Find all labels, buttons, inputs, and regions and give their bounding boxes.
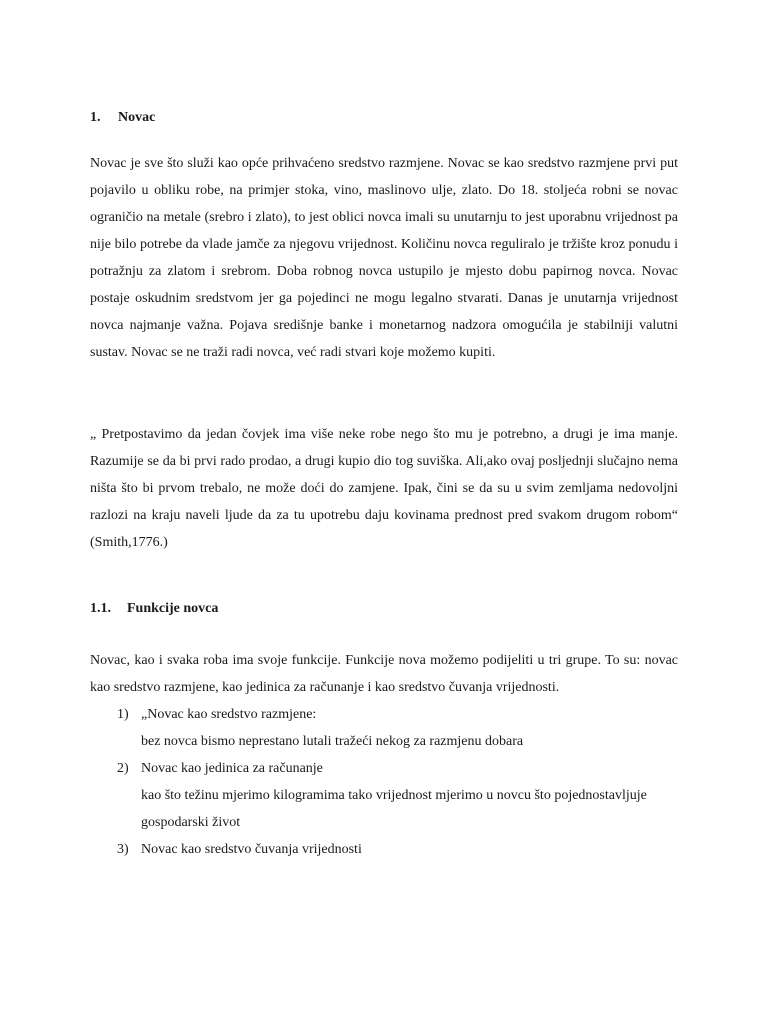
list-item [90, 701, 678, 755]
list-item-description: bez novca bismo neprestano lutali tražeći nekog za razmjenu dobara [141, 734, 524, 749]
section-number: 1. [90, 110, 101, 125]
section-heading-funkcije-novca [90, 601, 218, 617]
paragraph-funkcije: Novac, kao i svaka roba ima svoje funkcije. Funkcije nova možemo podijeliti u tri grupe. To su: novac kao sredstvo razmjene, kao jedinica za računanje i kao sredstvo čuvanja vrijednosti. [90, 653, 678, 695]
section-title: Funkcije novca [127, 601, 219, 616]
paragraph-novac-definition: Novac je sve što služi kao opće prihvaćeno sredstvo razmjene. Novac se kao sredstvo razmjene prvi put pojavilo u obliku robe, na primjer stoka, vino, maslinovo ulje, zlato. Do 18. stoljeća robni se novac ograničio na metale (srebro i zlato), to jest oblici novca imali su unutarnju to jest uporabnu vrijednost pa nije bilo potrebe da vlade jamče za njegovu vrijednost. Količinu novca reguliralo je tržište kroz ponudu i potražnju za zlatom i srebrom. Doba robnog novca ustupilo je mjesto dobu papirnog novca. Novac postaje oskudnim sredstvom jer ga pojedinci ne mogu legalno stvarati. Danas je unutarnja vrijednost novca najmanje važna. Pojava središnje banke i monetarnog nadzora omogućila je stabilniji valutni sustav. Novac se ne traži radi novca, već radi stvari koje možemo kupiti. [90, 156, 678, 360]
quote-smith: „ Pretpostavimo da jedan čovjek ima više neke robe nego što mu je potrebno, a drugi je ima manje. Razumije se da bi prvi rado prodao, a drugi kupio dio tog suviška. Ali,ako ovaj posljednji slučajno nema ništa što bi prvom trebalo, ne može doći do zamjene. Ipak, čini se da su u svim zemljama nedovoljni razlozi na kraju naveli ljude da za tu upotrebu daju kovinama prednost pred svakom drugom robom“ (Smith,1776.) [90, 427, 678, 550]
list-item [90, 836, 678, 863]
functions-list [90, 701, 678, 863]
list-item-description: kao što težinu mjerimo kilogramima tako vrijednost mjerimo u novcu što pojednostavljuje gospodarski život [141, 788, 647, 830]
list-marker: 2) [117, 761, 129, 776]
section-heading-novac [90, 110, 155, 126]
list-item-title: Novac kao jedinica za računanje [141, 761, 323, 776]
section-number: 1.1. [90, 601, 111, 616]
list-item [90, 755, 678, 836]
list-marker: 3) [117, 842, 129, 857]
list-item-title: Novac kao sredstvo čuvanja vrijednosti [141, 842, 362, 857]
list-item-title: „Novac kao sredstvo razmjene: [141, 707, 317, 722]
list-marker: 1) [117, 707, 129, 722]
section-title: Novac [118, 110, 156, 125]
